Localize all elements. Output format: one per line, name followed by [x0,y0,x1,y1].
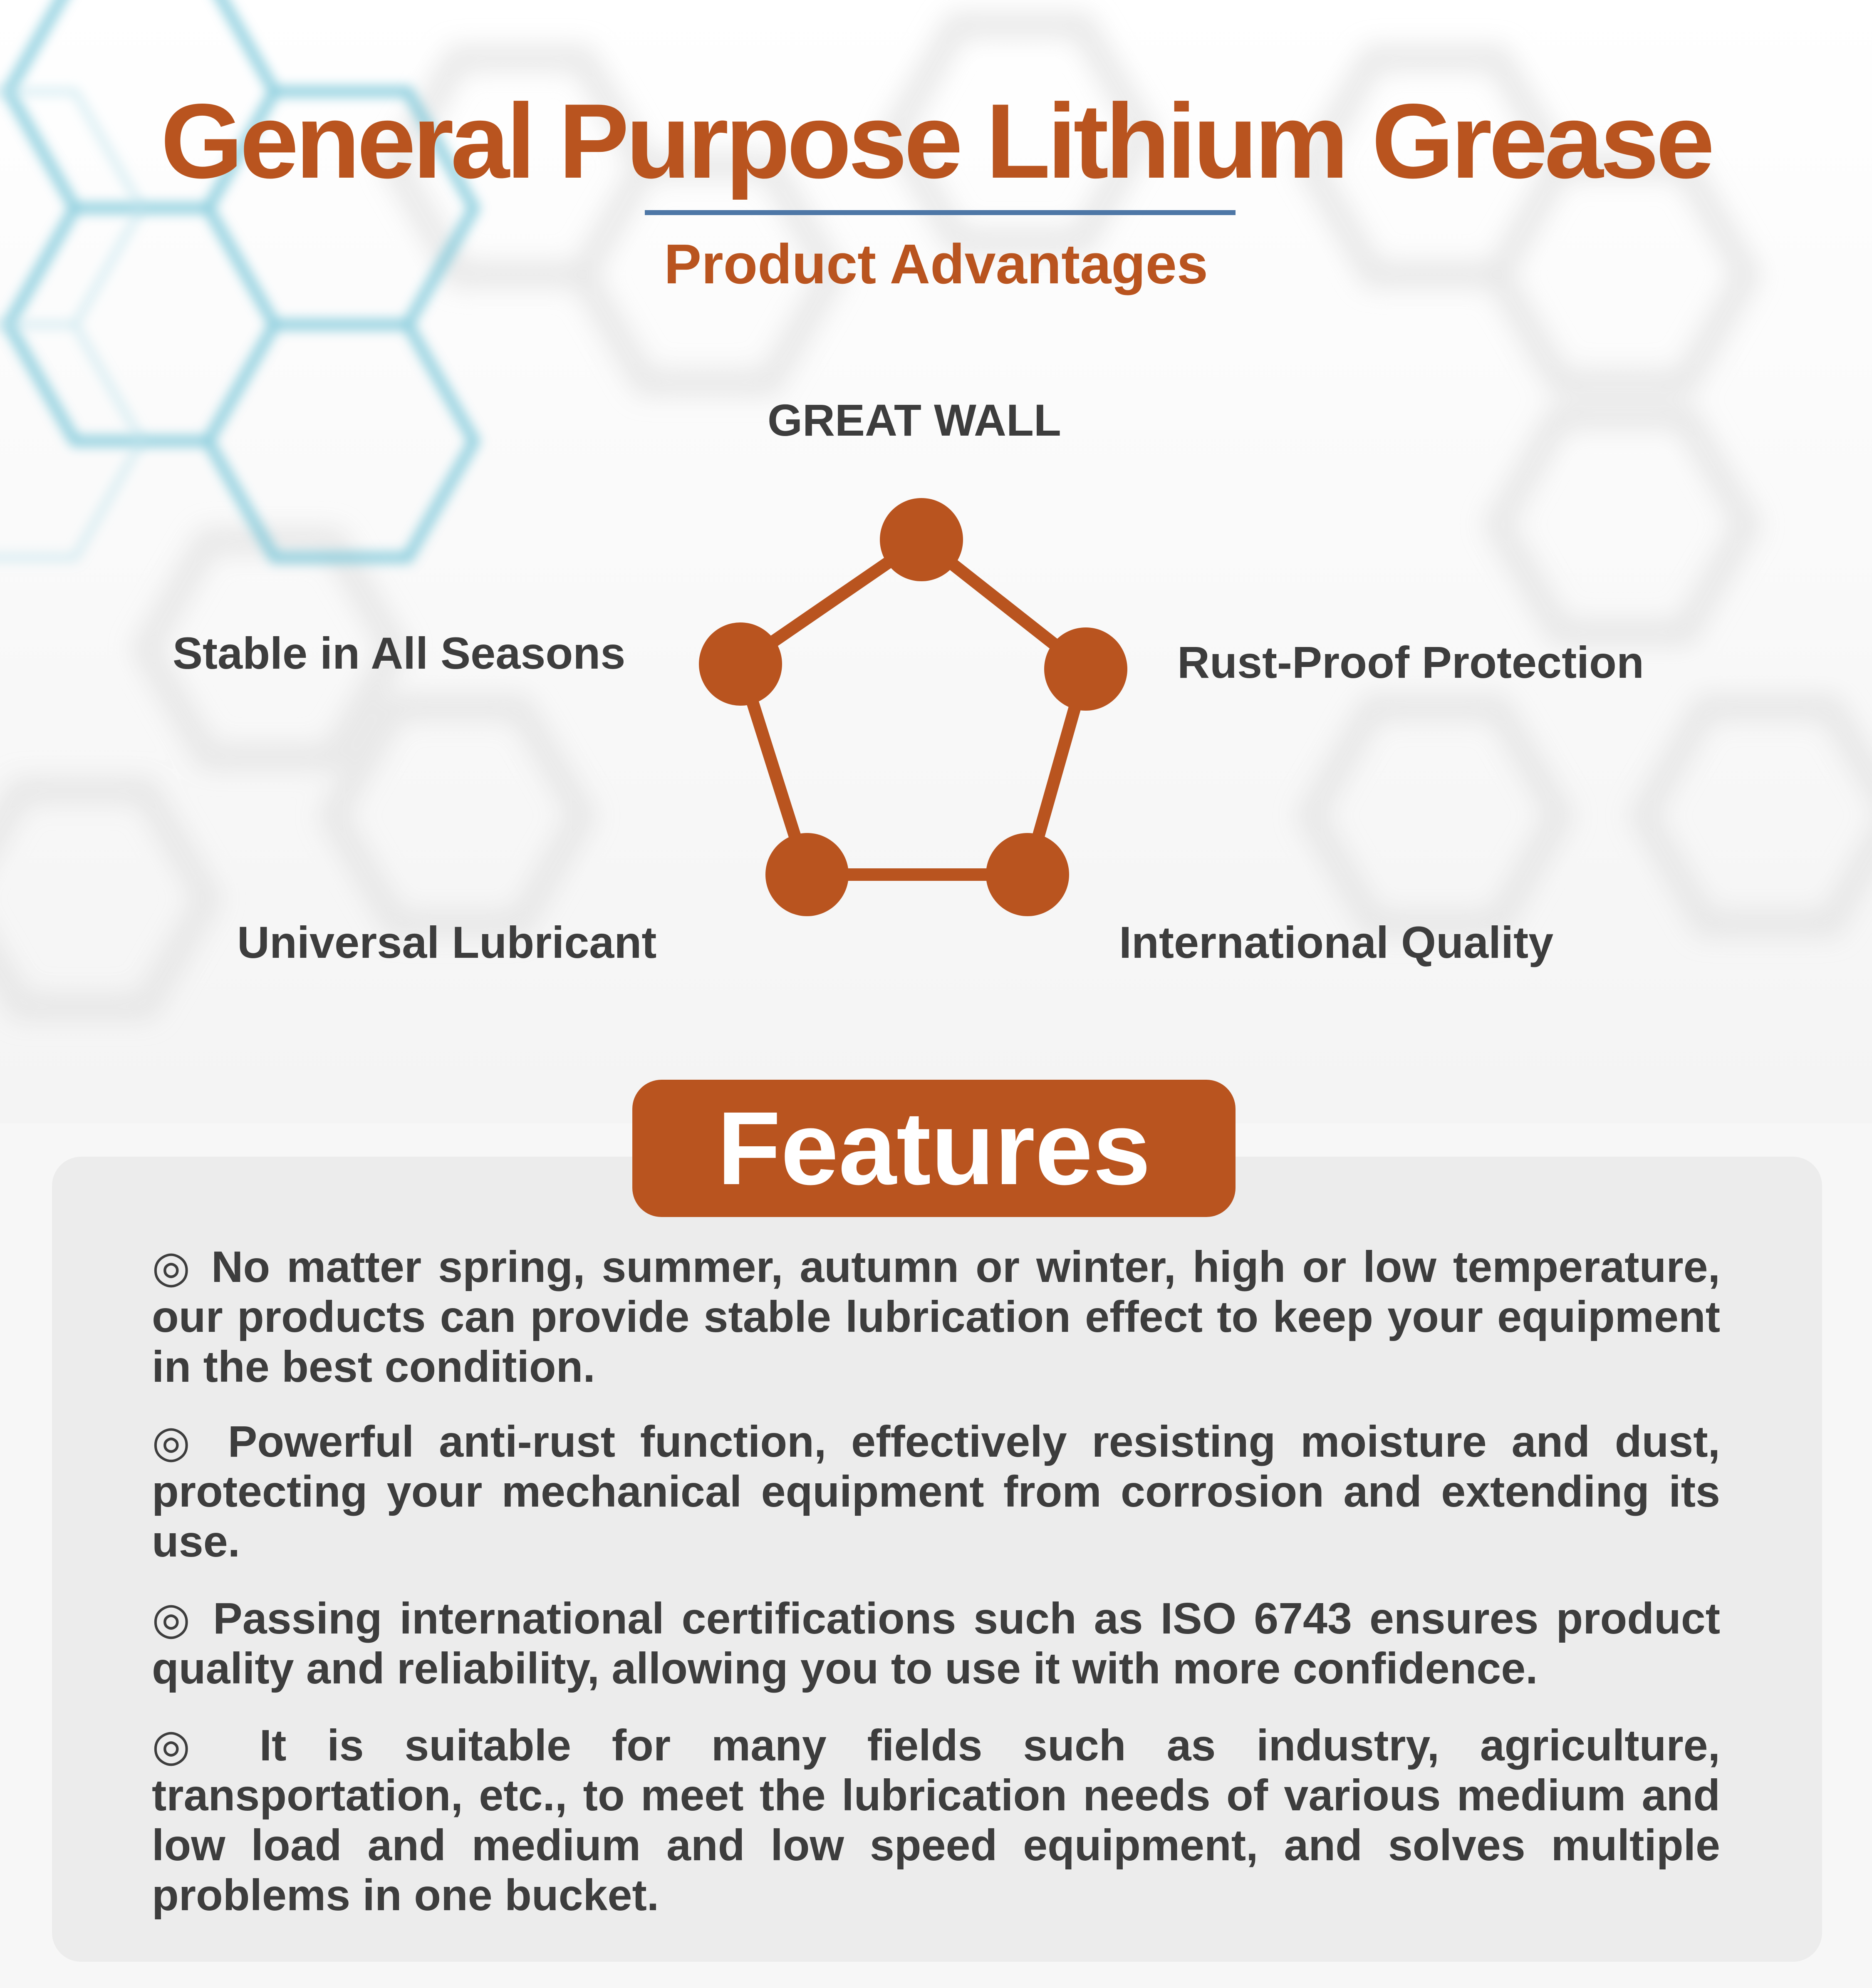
feature-item: ◎ No matter spring, summer, autumn or winter, high or low temperature, our products can provide stable lubrication effect to keep your equipment in the best condition. [152,1242,1720,1391]
page-title: General Purpose Lithium Grease [161,82,1711,201]
node-bottom-right [986,833,1069,916]
node-left [699,622,782,706]
node-bottom-left [765,833,849,916]
node-top [880,498,963,581]
feature-item: ◎ Passing international certifications such as ISO 6743 ensures product quality and reliability, allowing you to use it with more confidence. [152,1594,1720,1693]
pentagon-outline [740,540,1086,875]
label-international-quality: International Quality [1119,917,1554,967]
feature-item: ◎ Powerful anti-rust function, effectively resisting moisture and dust, protecting your mechanical equipment from corrosion and extending its use. [152,1417,1720,1566]
diagram-center-label: GREAT WALL [768,395,1061,445]
label-stable-in-all-seasons: Stable in All Seasons [173,628,626,678]
node-right [1044,627,1127,711]
features-heading: Features [632,1080,1236,1217]
label-rust-proof-protection: Rust-Proof Protection [1177,637,1644,687]
page-subtitle: Product Advantages [664,233,1208,295]
feature-item: ◎ It is suitable for many fields such as industry, agriculture, transportation, etc., to meet the lubrication needs of various medium and low load and medium and low speed equipment, and solves multiple problems in one bucket. [152,1721,1720,1920]
label-universal-lubricant: Universal Lubricant [237,917,657,967]
